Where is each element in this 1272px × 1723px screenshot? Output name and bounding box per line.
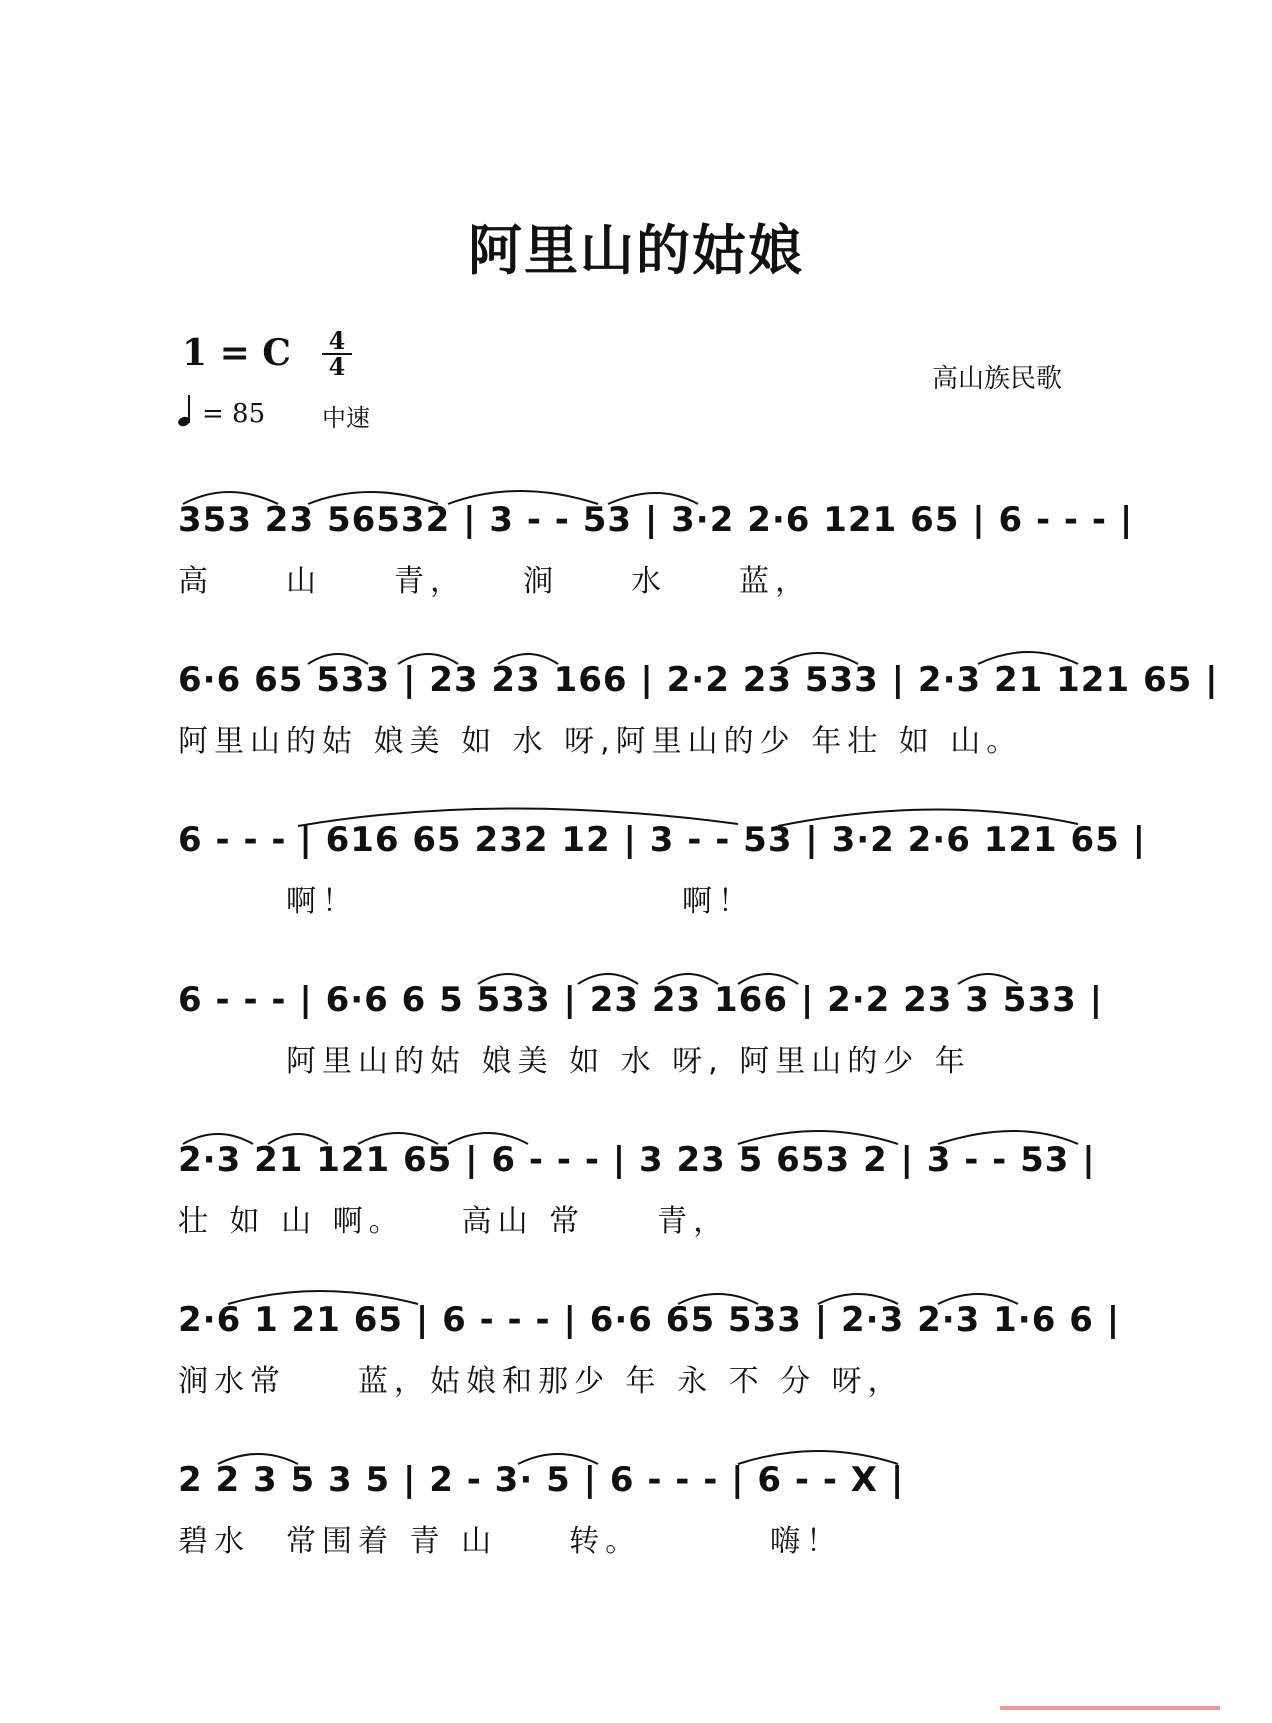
- lyrics-line: 涧水常 蓝，姑娘和那少 年 永 不 分 呀，: [178, 1364, 904, 1399]
- tempo-value: = 85: [202, 399, 266, 429]
- notation-line: 2 2 3 5 3 5 | 2 - 3· 5 | 6 - - - | 6 - - X |: [178, 1460, 905, 1500]
- lyrics-line: 阿里山的姑 娘美 如 水 呀,阿里山的少 年壮 如 山。: [178, 724, 1023, 759]
- time-signature-top: 4: [328, 326, 346, 355]
- lyrics-line: 碧水 常围着 青 山 转。 嗨！: [178, 1524, 843, 1559]
- speed-marking: 中速: [322, 404, 370, 432]
- lyrics-line: 阿里山的姑 娘美 如 水 呀, 阿里山的少 年: [178, 1044, 971, 1079]
- notation-line: 6 - - - | 616 65 232 12 | 3 - - 53 | 3·2 2·6 121 65 |: [178, 820, 1147, 860]
- notation-line: 2·6 1 21 65 | 6 - - - | 6·6 65 533 | 2·3 2·3 1·6 6 |: [178, 1300, 1121, 1340]
- notation-line: 2·3 21 121 65 | 6 - - - | 3 23 5 653 2 | 3 - - 53 |: [178, 1140, 1096, 1180]
- time-signature-bottom: 4: [328, 352, 346, 381]
- lyrics-line: 啊！ 啊！: [178, 884, 754, 919]
- lyrics-line: 高 山 青， 涧 水 蓝，: [178, 564, 811, 599]
- notation-line: 353 23 56532 | 3 - - 53 | 3·2 2·6 121 65 | 6 - - - |: [178, 500, 1134, 540]
- lyrics-line: 壮 如 山 啊。 高山 常 青，: [178, 1204, 730, 1239]
- song-title: 阿里山的姑娘: [468, 219, 804, 282]
- quarter-note-icon: [178, 396, 194, 426]
- tempo-marking: [178, 396, 265, 429]
- notation-line: 6·6 65 533 | 23 23 166 | 2·2 23 533 | 2·3 21 121 65 |: [178, 660, 1219, 700]
- composer: 高山族民歌: [932, 364, 1063, 394]
- footer-mark: [1000, 1706, 1220, 1710]
- key-signature: 1 = C: [182, 332, 291, 374]
- time-signature: [322, 326, 352, 381]
- notation-line: 6 - - - | 6·6 6 5 533 | 23 23 166 | 2·2 23 3 533 |: [178, 980, 1104, 1020]
